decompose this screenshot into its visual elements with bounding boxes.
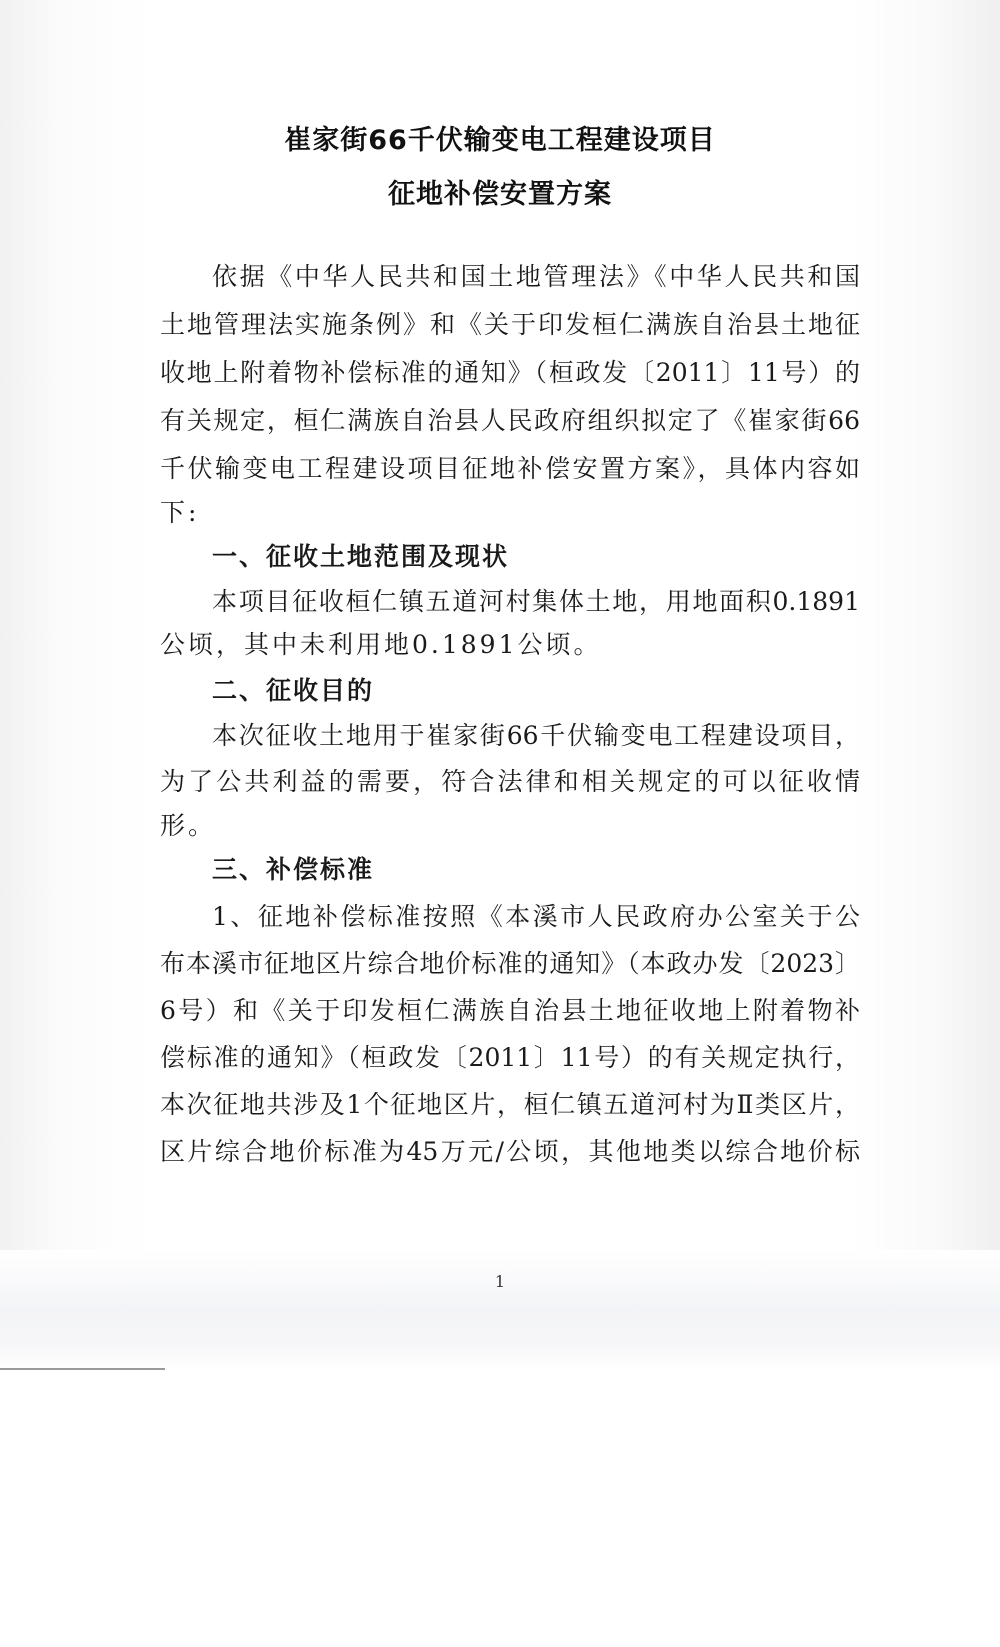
scan-edge-line (0, 1368, 165, 1370)
page-number: 1 (494, 1272, 506, 1291)
section-line: 区片综合地价标准为45万元/公顷，其他地类以综合地价标 (160, 1137, 860, 1166)
section-line: 偿标准的通知》（桓政发〔2011〕11号）的有关规定执行， (160, 1043, 860, 1072)
section-line: 公顷，其中未利用地0.1891公顷。 (160, 630, 602, 659)
section-line: 6号）和《关于印发桓仁满族自治县土地征收地上附着物补 (160, 996, 860, 1025)
intro-line: 下: (160, 498, 200, 527)
document-title-line-2: 征地补偿安置方案 (388, 179, 612, 210)
section-line: 1、征地补偿标准按照《本溪市人民政府办公室关于公 (212, 902, 860, 931)
intro-line: 收地上附着物补偿标准的通知》（桓政发〔2011〕11号）的 (160, 358, 860, 387)
intro-line: 有关规定，桓仁满族自治县人民政府组织拟定了《崔家街66 (160, 406, 860, 435)
section-line: 布本溪市征地区片综合地价标准的通知》（本政办发〔2023〕 (160, 949, 860, 978)
section-heading: 一、征收土地范围及现状 (212, 542, 510, 571)
intro-line: 千伏输变电工程建设项目征地补偿安置方案》，具体内容如 (160, 454, 860, 483)
section-line: 形。 (160, 811, 217, 840)
document-title-line-1: 崔家街66千伏输变电工程建设项目 (284, 125, 716, 156)
section-line: 本次征收土地用于崔家街66千伏输变电工程建设项目， (212, 721, 860, 750)
intro-line: 依据《中华人民共和国土地管理法》《中华人民共和国 (212, 262, 860, 291)
section-heading: 二、征收目的 (212, 676, 375, 705)
section-heading: 三、补偿标准 (212, 855, 375, 884)
section-line: 本次征地共涉及1个征地区片，桓仁镇五道河村为Ⅱ类区片， (160, 1090, 860, 1119)
section-line: 本项目征收桓仁镇五道河村集体土地，用地面积0.1891 (212, 587, 860, 616)
scan-bottom-shading (0, 1250, 1000, 1370)
intro-line: 土地管理法实施条例》和《关于印发桓仁满族自治县土地征 (160, 310, 860, 339)
section-line: 为了公共利益的需要，符合法律和相关规定的可以征收情 (160, 767, 860, 796)
